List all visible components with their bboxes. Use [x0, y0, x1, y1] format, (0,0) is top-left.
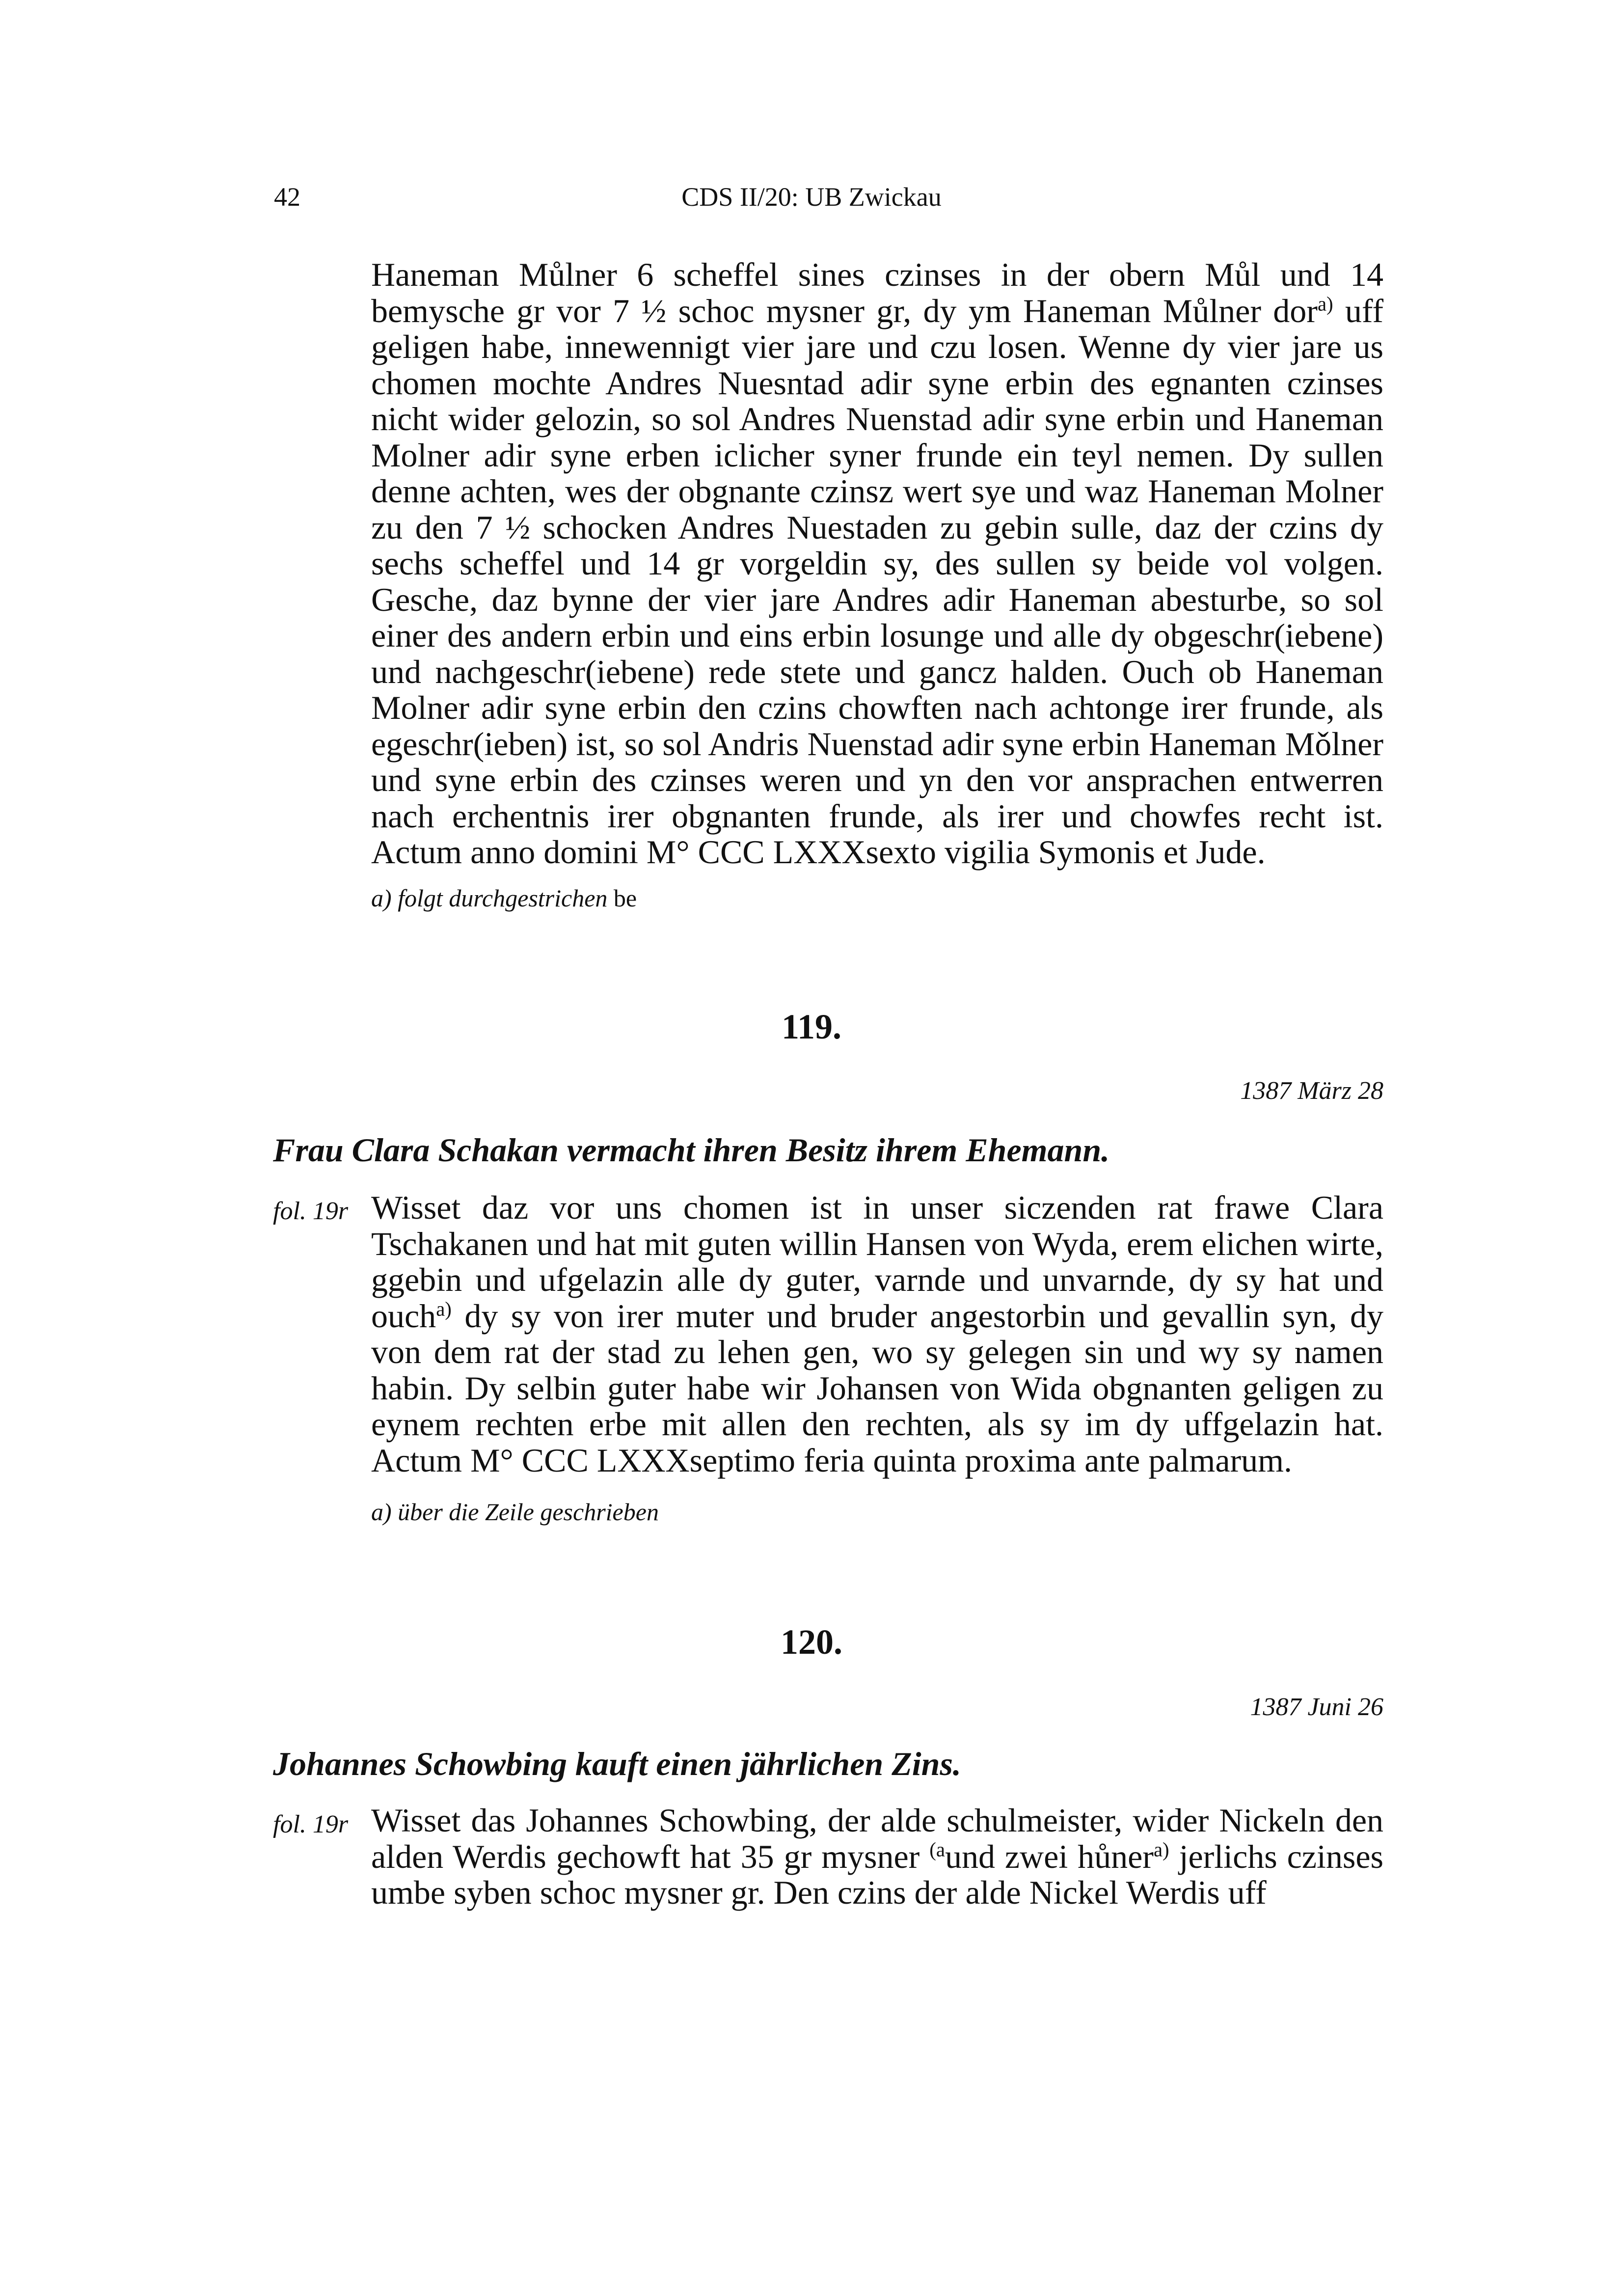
entry-120-date: 1387 Juni 26 — [1250, 1693, 1383, 1721]
entry-119-text-part2: dy sy von irer muter und bruder angestorbin und gevallin syn, dy von dem rat der stad zu lehen gen, wo sy gelegen sin und wy sy namen habin. Dy selbin guter habe wir Johansen von Wida obgnanten geligen zu eynem rechten erbe mit allen den rechten, als sy im dy uffgelazin hat. Actum M° CCC LXXXseptimo feria quinta proxima ante palmarum. — [371, 1297, 1383, 1479]
entry-120-text-part2: und zwei hůner — [945, 1837, 1154, 1875]
entry-119-text-part1: Wisset daz vor uns chomen ist in unser siczenden rat frawe Clara Tschakanen und hat mit guten willin Hansen von Wyda, erem elichen wirte, ggebin und ufgelazin alle dy guter, varnde und unvarnde, dy sy hat und ouch — [371, 1189, 1383, 1335]
entry-118-text — [371, 257, 1383, 871]
entry-118-footnote — [371, 884, 637, 912]
page-number: 42 — [274, 182, 300, 212]
footnote-marker: a) — [1317, 292, 1333, 315]
entry-118-text-part2: uff geligen habe, innewennigt vier jare und czu losen. Wenne dy vier jare us chomen mochte Andres Nuesntad adir syne erbin des egnanten czinses nicht wider gelozin, so sol Andres Nuenstad adir syne erbin und Haneman Molner adir syne erben iclicher syner frunde ein teyl nemen. Dy sullen denne achten, wes der obgnante czinsz wert sye und waz Haneman Molner zu den 7 ½ schocken Andres Nuestaden zu gebin sulle, daz der czins dy sechs scheffel und 14 gr vorgeldin sy, des sullen sy beide vol volgen. Gesche, daz bynne der vier jare Andres adir Haneman abesturbe, so sol einer des andern erbin und eins erbin losunge und alle dy obgeschr(iebene) und nachgeschr(iebene) rede stete und gancz halden. Ouch ob Haneman Molner adir syne erbin den czins chowften nach achtonge irer frunde, als egeschr(ieben) ist, so sol Andris Nuenstad adir syne erbin Haneman Mǒlner und syne erbin des czinses weren und yn den vor ansprachen entwerren nach erchentnis irer obgnanten frunde, als irer und chowfes recht ist. Actum anno domini M° CCC LXXXsexto vigilia Symonis et Jude. — [371, 292, 1383, 871]
entry-119-margin-ref: fol. 19r — [273, 1197, 349, 1225]
entry-120-text — [371, 1803, 1383, 1911]
entry-120-margin-ref: fol. 19r — [273, 1810, 349, 1838]
entry-119-date: 1387 März 28 — [1240, 1077, 1383, 1105]
footnote-italic: a) folgt durchgestrichen — [371, 884, 608, 912]
footnote-marker-close: a) — [1153, 1838, 1169, 1860]
entry-119-text — [371, 1190, 1383, 1478]
entry-119-heading: Frau Clara Schakan vermacht ihren Besitz ihrem Ehemann. — [273, 1131, 1110, 1169]
entry-119-footnote: a) über die Zeile geschrieben — [371, 1498, 659, 1526]
entry-120-heading: Johannes Schowbing kauft einen jährlichen Zins. — [273, 1745, 961, 1782]
entry-118-text-part1: Haneman Můlner 6 scheffel sines czinses in der obern Můl und 14 bemysche gr vor 7 ½ schoc mysner gr, dy ym Haneman Můlner dor — [371, 256, 1383, 329]
running-head: CDS II/20: UB Zwickau — [681, 182, 942, 212]
entry-120-text-part1: Wisset das Johannes Schowbing, der alde schulmeister, wider Nickeln den alden Werdis gechowft hat 35 gr mysner — [371, 1802, 1383, 1875]
entry-number-120: 120. — [781, 1622, 842, 1662]
entry-number-119: 119. — [781, 1007, 842, 1046]
footnote-marker: a) — [436, 1297, 452, 1320]
footnote-plain: be — [607, 884, 637, 912]
footnote-marker-open: (a — [929, 1838, 945, 1860]
entry-120-text-part3: jerlichs czinses umbe syben schoc mysner gr. Den czins der alde Nickel Werdis uff — [371, 1837, 1383, 1911]
